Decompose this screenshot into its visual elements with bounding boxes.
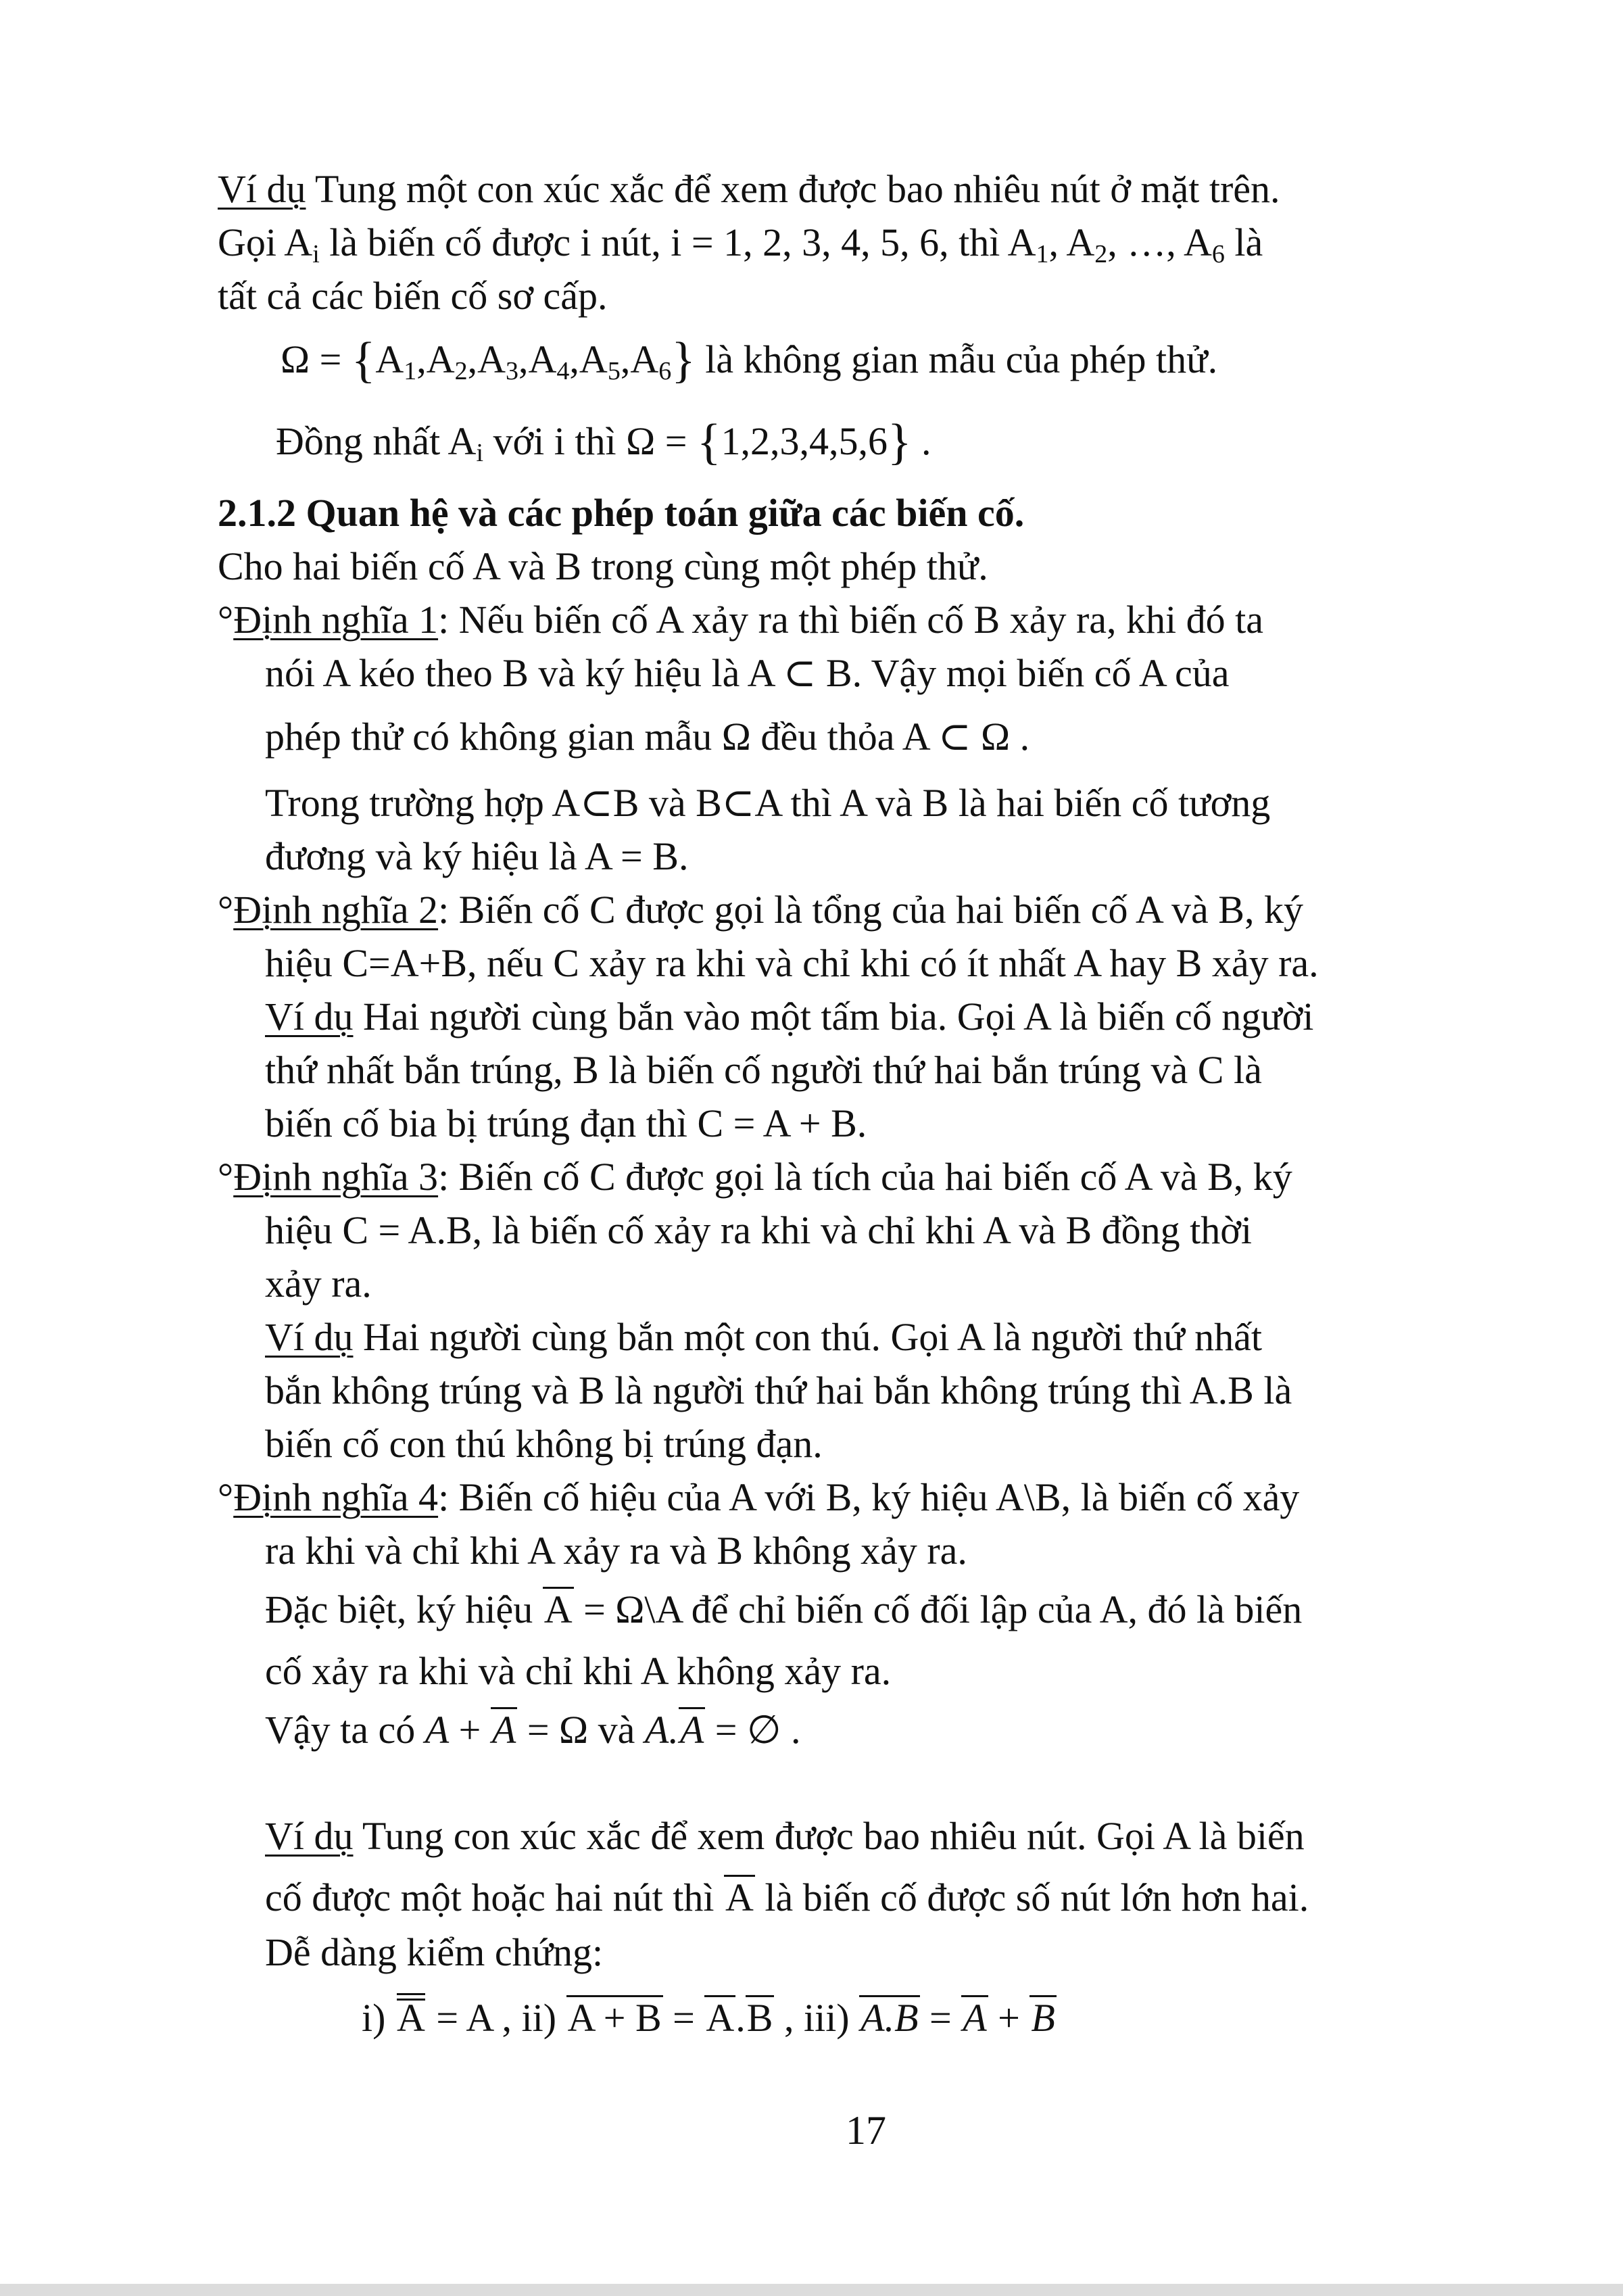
intro-text: Cho hai biến cố A và B trong cùng một phép thử.: [218, 544, 988, 588]
example-last-line3: Dễ dàng kiểm chứng:: [265, 1930, 604, 1974]
definition-1-line1: °Định nghĩa 1: Nếu biến cố A xảy ra thì biến cố B xảy ra, khi đó ta: [218, 598, 1263, 642]
definition-3-example-line1: Ví dụ Hai người cùng bắn một con thú. Gọi A là người thứ nhất: [265, 1315, 1263, 1359]
section-heading: 2.1.2 Quan hệ và các phép toán giữa các biến cố.: [218, 491, 1025, 535]
bottom-bar: [0, 2284, 1623, 2296]
definition-3-example-line3: biến cố con thú không bị trúng đạn.: [265, 1422, 823, 1466]
definition-4-line1: °Định nghĩa 4: Biến cố hiệu của A với B, ký hiệu A\B, là biến cố xảy: [218, 1475, 1300, 1519]
definition-1-line2: nói A kéo theo B và ký hiệu là A ⊂ B. Vậy mọi biến cố A của: [265, 651, 1230, 695]
definition-3-line1: °Định nghĩa 3: Biến cố C được gọi là tích của hai biến cố A và B, ký: [218, 1155, 1292, 1199]
example-label: Ví dụ: [218, 167, 306, 211]
page-number: 17: [846, 2108, 886, 2153]
example1-line2: Gọi $A_i$ là biến cố được i nút, i = 1, 2, 3, 4, 5, 6, thì $A_1$, $A_2$, …, $A_6$ là: [218, 220, 1263, 268]
definition-4-line2: ra khi và chỉ khi A xảy ra và B không xảy ra.: [265, 1529, 967, 1573]
definition-2-line2: hiệu C=A+B, nếu C xảy ra khi và chỉ khi có ít nhất A hay B xảy ra.: [265, 941, 1319, 985]
example-last-line1: Ví dụ Tung con xúc xắc để xem được bao nhiêu nút. Gọi A là biến: [265, 1814, 1305, 1858]
definition-2-label: Định nghĩa 2: [233, 888, 439, 932]
definition-3-line2: hiệu C = A.B, là biến cố xảy ra khi và chỉ khi A và B đồng thời: [265, 1208, 1253, 1252]
example1-line1: Ví dụ Tung một con xúc xắc để xem được bao nhiêu nút ở mặt trên.: [218, 167, 1280, 211]
definition-2-example-line3: biến cố bia bị trúng đạn thì C = A + B.: [265, 1101, 867, 1145]
definition-3-label: Định nghĩa 3: [233, 1155, 439, 1199]
definition-2-line1: °Định nghĩa 2: Biến cố C được gọi là tổng của hai biến cố A và B, ký: [218, 888, 1303, 932]
definition-4-line5: Vậy ta có A + A = Ω và A.A = ∅ .: [265, 1708, 801, 1752]
definition-3-line3: xảy ra.: [265, 1262, 372, 1306]
definition-1-label: Định nghĩa 1: [233, 598, 439, 642]
definition-4-line3: Đặc biệt, ký hiệu A = Ω\A để chỉ biến cố đối lập của A, đó là biến: [265, 1587, 1303, 1631]
definition-1-line3: phép thử có không gian mẫu Ω đều thỏa A ⊂ Ω .: [265, 715, 1030, 759]
identify-formula: Đồng nhất $A_i$ với i thì Ω = {1,2,3,4,5,6} .: [276, 414, 931, 470]
definition-1-line4: Trong trường hợp A⊂B và B⊂A thì A và B là hai biến cố tương: [265, 781, 1271, 825]
example-last-line2: cố được một hoặc hai nút thì A là biến cố được số nút lớn hơn hai.: [265, 1875, 1309, 1919]
definition-4-line4: cố xảy ra khi và chỉ khi A không xảy ra.: [265, 1649, 892, 1693]
definition-2-example-line1: Ví dụ Hai người cùng bắn vào một tấm bia. Gọi A là biến cố người: [265, 995, 1314, 1038]
sample-space-formula: $\Omega = \{A_1,A_2,A_3,A_4,A_5,A_6\}$ là không gian mẫu của phép thử.: [281, 333, 1218, 388]
definition-2-example-line2: thứ nhất bắn trúng, B là biến cố người thứ hai bắn trúng và C là: [265, 1048, 1262, 1092]
identities-formula: i) A = A , ii) A + B = A.B , iii) A.B = A + B: [362, 1996, 1055, 2040]
definition-1-line5: đương và ký hiệu là A = B.: [265, 834, 689, 878]
definition-3-example-line2: bắn không trúng và B là người thứ hai bắn không trúng thì A.B là: [265, 1368, 1292, 1412]
example1-line3: tất cả các biến cố sơ cấp.: [218, 274, 608, 318]
definition-4-label: Định nghĩa 4: [233, 1475, 439, 1519]
